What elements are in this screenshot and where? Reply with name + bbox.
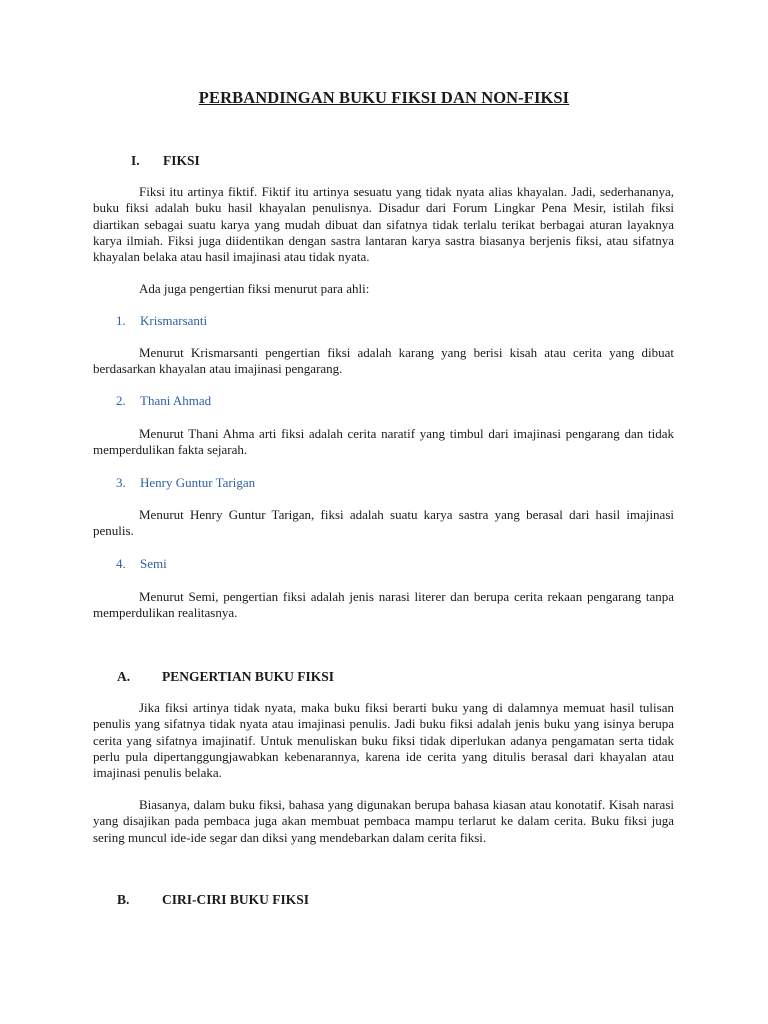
experts-lead-in: Ada juga pengertian fiksi menurut para ahli: <box>139 281 370 296</box>
section-title: FIKSI <box>163 153 200 168</box>
section-number: I. <box>131 153 140 168</box>
expert-heading-2 <box>116 393 211 409</box>
section-heading-pengertian <box>117 669 334 685</box>
section-title: CIRI-CIRI BUKU FIKSI <box>162 892 310 907</box>
expert-heading-1 <box>116 313 207 329</box>
section-number: B. <box>117 892 130 907</box>
expert-heading-4 <box>116 556 167 572</box>
section-heading-fiksi <box>131 153 200 169</box>
expert-paragraph-2: Menurut Thani Ahma arti fiksi adalah cerita naratif yang timbul dari imajinasi pengarang dan tidak memperdulikan fakta sejarah. <box>93 426 674 458</box>
expert-number: 1. <box>116 313 126 328</box>
expert-name: Krismarsanti <box>140 313 208 328</box>
expert-paragraph-1: Menurut Krismarsanti pengertian fiksi adalah karang yang berisi kisah atau cerita yang dibuat berdasarkan khayalan atau imajinasi pengarang. <box>93 345 674 377</box>
expert-number: 2. <box>116 393 126 408</box>
expert-name: Semi <box>140 556 167 571</box>
expert-heading-3 <box>116 475 255 491</box>
paragraph-fiksi-intro: Fiksi itu artinya fiktif. Fiktif itu artinya sesuatu yang tidak nyata alias khayalan. Jadi, sederhananya, buku fiksi adalah buku hasil khayalan penulisnya. Disadur dari Forum Lingkar Pena Mesir, istilah fiksi diartikan sebagai suatu karya yang mudah dibuat dan sifatnya tidak terlalu terikat berbagai aturan layaknya karya ilmiah. Fiksi juga diidentikan dengan sastra lantaran karya sastra biasanya berjenis fiksi, atau sifatnya khayalan belaka atau hasil imajinasi atau tidak nyata. <box>93 184 674 265</box>
expert-name: Henry Guntur Tarigan <box>140 475 256 490</box>
expert-number: 3. <box>116 475 126 490</box>
section-title: PENGERTIAN BUKU FIKSI <box>162 669 335 684</box>
section-heading-ciri-ciri <box>117 892 309 908</box>
document-title: PERBANDINGAN BUKU FIKSI DAN NON-FIKSI <box>198 88 570 107</box>
paragraph-pengertian-2: Biasanya, dalam buku fiksi, bahasa yang digunakan berupa bahasa kiasan atau konotatif. Kisah narasi yang disajikan pada pembaca juga akan membuat pembaca mampu terlarut ke dalam cerita. Buku fiksi juga sering muncul ide-ide segar dan diksi yang mendebarkan dalam cerita fiksi. <box>93 797 674 845</box>
expert-number: 4. <box>116 556 126 571</box>
section-number: A. <box>117 669 131 684</box>
expert-paragraph-3: Menurut Henry Guntur Tarigan, fiksi adalah suatu karya sastra yang berasal dari hasil imajinasi penulis. <box>93 507 674 539</box>
expert-paragraph-4: Menurut Semi, pengertian fiksi adalah jenis narasi literer dan berupa cerita rekaan pengarang tanpa memperdulikan realitasnya. <box>93 589 674 621</box>
expert-name: Thani Ahmad <box>140 393 212 408</box>
paragraph-pengertian-1: Jika fiksi artinya tidak nyata, maka buku fiksi berarti buku yang di dalamnya memuat hasil tulisan penulis yang sifatnya tidak nyata atau imajinasi penulis. Jadi buku fiksi adalah jenis buku yang isinya berupa cerita yang sifatnya imajinatif. Untuk menuliskan buku fiksi tidak diperlukan adanya pengamatan serta tidak perlu pula dipertanggungjawabkan kebenarannya, karena ide cerita yang ditulis berasal dari khayalan atau imajinasi penulis belaka. <box>93 700 674 781</box>
